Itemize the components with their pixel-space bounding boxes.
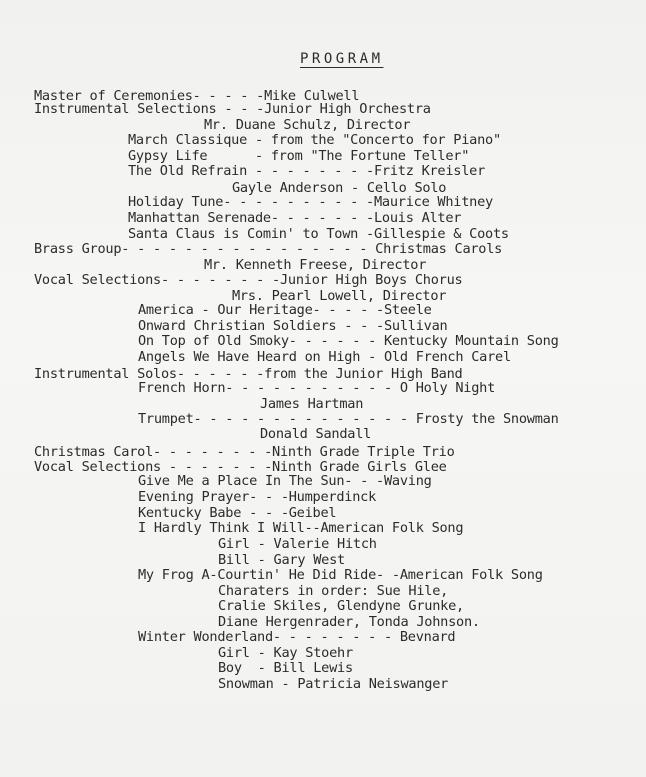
program-line: Snowman - Patricia Neiswanger [218, 676, 449, 692]
program-line: Mrs. Pearl Lowell, Director [232, 288, 447, 304]
program-line: Vocal Selections- - - - - - - -Junior High Boys Chorus [34, 272, 463, 288]
program-title: PROGRAM [300, 51, 384, 67]
program-line: Mr. Duane Schulz, Director [204, 117, 411, 133]
program-line: French Horn- - - - - - - - - - - O Holy Night [138, 380, 496, 396]
program-line: Bill - Gary West [218, 552, 345, 568]
program-line: Vocal Selections - - - - - - -Ninth Grade Girls Glee [34, 459, 447, 475]
program-line: Onward Christian Soldiers - - -Sullivan [138, 318, 448, 334]
program-line: March Classique - from the "Concerto for Piano" [128, 132, 501, 148]
program-line: Mr. Kenneth Freese, Director [204, 257, 427, 273]
program-line: Christmas Carol- - - - - - - -Ninth Grade Triple Trio [34, 444, 455, 460]
program-line: On Top of Old Smoky- - - - - - Kentucky Mountain Song [138, 333, 559, 349]
program-line: Give Me a Place In The Sun- - -Waving [138, 473, 432, 489]
program-line: Holiday Tune- - - - - - - - - -Maurice Whitney [128, 194, 493, 210]
program-line: My Frog A-Courtin' He Did Ride- -American Folk Song [138, 567, 543, 583]
program-line: The Old Refrain - - - - - - - -Fritz Kreisler [128, 163, 486, 179]
program-line: Girl - Valerie Hitch [218, 536, 377, 552]
program-line: America - Our Heritage- - - - -Steele [138, 302, 432, 318]
program-line: Donald Sandall [260, 426, 372, 442]
program-line: Gypsy Life - from "The Fortune Teller" [128, 148, 470, 164]
program-line: I Hardly Think I Will--American Folk Song [138, 520, 464, 536]
program-line: Charaters in order: Sue Hile, [218, 583, 449, 599]
program-line: Manhattan Serenade- - - - - - -Louis Alter [128, 210, 462, 226]
program-line: Brass Group- - - - - - - - - - - - - - - - Christmas Carols [34, 241, 503, 257]
program-line: James Hartman [260, 396, 364, 412]
program-line: Trumpet- - - - - - - - - - - - - - Frosty the Snowman [138, 411, 559, 427]
program-line: Diane Hergenrader, Tonda Johnson. [218, 614, 480, 630]
program-line: Cralie Skiles, Glendyne Grunke, [218, 598, 464, 614]
program-line: Angels We Have Heard on High - Old French Carel [138, 349, 511, 365]
program-line: Master of Ceremonies- - - - -Mike Culwell [34, 88, 360, 104]
program-line: Instrumental Selections - - -Junior High Orchestra [34, 101, 431, 117]
program-line: Evening Prayer- - -Humperdinck [138, 489, 377, 505]
program-line: Gayle Anderson - Cello Solo [232, 180, 447, 196]
program-line: Santa Claus is Comin' to Town -Gillespie & Coots [128, 226, 509, 242]
program-line: Girl - Kay Stoehr [218, 645, 353, 661]
program-line: Boy - Bill Lewis [218, 660, 353, 676]
program-line: Kentucky Babe - - -Geibel [138, 505, 337, 521]
program-line: Instrumental Solos- - - - - -from the Junior High Band [34, 366, 463, 382]
program-line: Winter Wonderland- - - - - - - - Bevnard [138, 629, 456, 645]
